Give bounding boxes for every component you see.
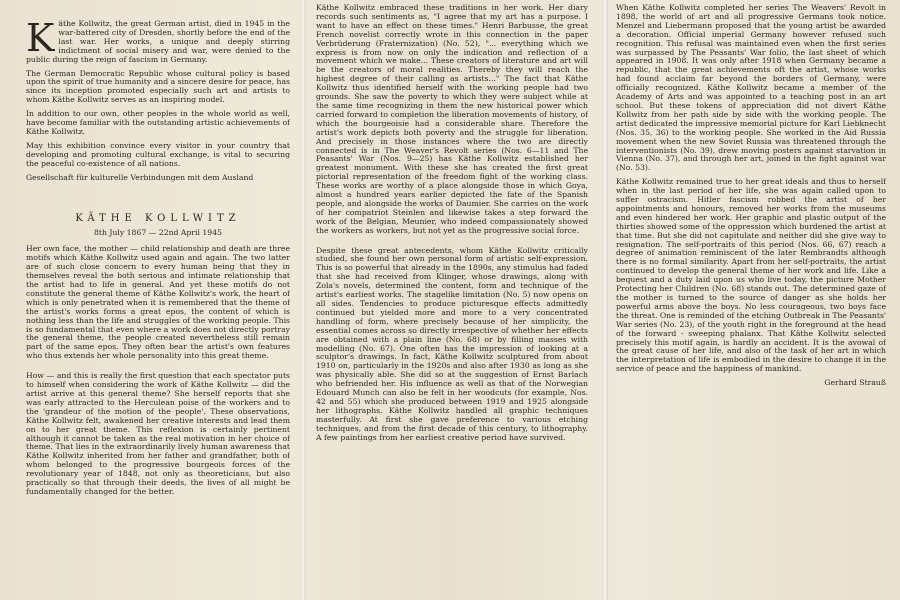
theme-paragraph: How — and this is really the first question that each spectator puts to himself when considering the work of Käthe Kollwitz — did the artist arrive at this general theme? She herself reports that she was early attracted to the Herculean poise of the workers and to the 'grandeur of the motion of the people'. These observations, Käthe Kollwitz felt, awakened her creative interests and lead them on to her great theme. This reflexion is certainly pertinent although it cannot be taken as the real motivation in her choice of theme. That lies in the extraordinarily lively human awareness that Käthe Kollwitz inherited from her father and grandfather, both of whom belonged to the progressive bourgeois forces of the revolutionary year of 1848, not only as theoreticians, but also practically so that through their deeds, the lives of all might be fundamentally changed for the better. — [26, 371, 290, 496]
gdr-paragraph: The German Democratic Republic whose cultural policy is based upon the spirit of true humanity and a sincere desire for peace, has since its inception promoted especially such art and artists to whom Käthe Kollwitz serves as an inspiring model. — [26, 68, 290, 105]
exhibition-paragraph: May this exhibition convince every visitor in your country that developing and promoting cultural exchange, is vital to securing the peaceful co-existence of all nations. — [26, 140, 290, 168]
drop-cap: K — [26, 16, 55, 60]
column-3 — [616, 0, 886, 600]
author-signature: Gerhard Strauß — [824, 378, 886, 388]
traditions-paragraph: Käthe Kollwitz embraced these traditions in her work. Her diary records such sentiments as, "I agree that my art has a purpose. I want to have an effect on these times." Henri Barbusse, the great French novelist correctly wrote in this connection in the paper Verbrüderung (Fraternization) (No. 52), "... everything which we express is from now on only the indication and reflection of a movement which we make... These creators of literature and art will be the creators of moral realities. Thereby they will reach the highest degree of their calling as artists..." The fact that Käthe Kollwitz thus identified herself with the working people had two grounds. She saw the poverty to which they were subject while at the same time recognizing in them the new historical power which carried forward to completion the liberation movements of history, of which the bourgeoisie had a considerable share. Therefore the artist's work depicts both poverty and the struggle for liberation. And precisely in those instances where the two are directly connected is in The Weaver's Revolt series (Nos. 6—11 and The Peasants' War (Nos. 9—25) has Käthe Kollwitz established her greatest monument. With these she has created the first great pictorial representation of the freedom fight of the working class. These works are worthy of a place alongside those in which Goya, almost a hundred years earlier depicted the fate of the Spanish people, and alongside the works of Daumier. She carries on the work of her compatriot Steinlen and likewise takes a step forward the work of the Belgian, Meunier, who indeed compassionately showed the workers as workers, but not yet as the progressive social force. — [316, 3, 588, 235]
last-period-paragraph: Käthe Kollwitz remained true to her great ideals and thus to herself when in the last period of her life, she was again called upon to suffer ostracism. Hitler fascism robbed the artist of her appointments and honours, removed her works from the museums and even hindered her work. Her graphic and plastic output of the thirties showed some of the oppression which burdened the artist at that time. But she did not capitulate and neither did she give way to resignation. The self-portraits of this period (Nos. 66, 67) reach a degree of animation reminiscent of the later Rembrandts although there is no formal similarity. Apart from her self-portraits, the artist continued to develop the general theme of her work and life. Like a bequest and a duty laid upon us who live today, the picture Mother Protecting her Children (No. 68) stands out. The determined gaze of the mother is turned to the source of danger as she holds her powerful arms above the boys. No less courageous, two boys face the threat. One is reminded of the etching Outbreak in The Peasants' War series (No. 23), of the youth right in the foreground at the head of the forward - sweeping phalanx. That Käthe Kollwitz selected precisely this motif again, is hardly an accident. It is the avowal of the great cause of her life, and also of the task of her art in which the interpretation of life is embodied in the desire to change it in the service of peace and the happiness of mankind. — [616, 177, 886, 374]
recognition-paragraph: When Käthe Kollwitz completed her series The Weavers' Revolt in 1898, the world of art and all progressive Germans took notice. Menzel and Liebermann proposed that the young artist be awarded a decoration. Official imperial Germany however refused such recognition. This refusal was maintained even when the first series was surpassed by The Peasants' War folio, the last sheet of which appeared in 1908. It was only after 1918 when Germany became a republic, that the great achievements oft the artist, whose works had found acclaim far beyond the borders of Germany, were officially recognized. Käthe Kollwitz became a member of the Academy of Arts and was appointed to a teaching post in an art school. But these tokens of appreciation did not divert Käthe Kollwitz from her path side by side with the working people. The artist dedicated the impressive memorial picture for Karl Liebknecht (Nos. 35, 36) to the working people. She worked in the Aid Russia movement when the new Soviet Russia was threatened through the interventionists (No. 39), drew moving posters against starvation in Vienna (No. 37), and through her art, joined in the fight against war (No. 53). — [616, 3, 886, 173]
page-fold-2 — [602, 0, 608, 600]
motifs-paragraph: Her own face, the mother — child relationship and death are three motifs which Käthe Kollwitz used again and again. The two latter are of such close concern to every human being that they in themselves reveal the both serious and intimate relationship that the artist had to life in general. And yet these motifs do not constitute the general theme of Käthe Kollwitz's work, the heart of which is only penetrated when it is remembered that the theme of the artist's works forms a great epos, the content of which is nothing less than the life and struggles of the working people. This is so fundamental that even where a work does not directly portray the general theme, the people created nevertheless still remain part of the same epos. They often bear the artist's own features who thus extends her whole personality into this great theme. — [26, 244, 290, 361]
artist-dates: 8th July 1867 — 22nd April 1945 — [94, 227, 222, 237]
page-fold-1 — [300, 0, 306, 600]
artist-title: KÄTHE KOLLWITZ — [75, 212, 241, 224]
antecedents-paragraph: Despite these great antecedents, whom Käthe Kollwitz critically studied, she found her own personal form of artistic self-expression. This is so powerful that already in the 1890s, any stimulus had faded that she had received from Klinger, whose drawings, along with Zola's novels, determined the content, form and technique of the artist's earliest works. The stagelike limitation (No. 5) now opens on all sides. Tendencies to produce picturesque effects admittedly continued but yielded more and more to a very concentrated handling of form, where precisely because of her simplicity, the essential comes across so directly irrespective of whether her effects are obtained with a plain line (No. 68) or by filling masses with modelling (No. 67). One often has the impression of looking at a sculptor's drawings. In fact, Käthe Kollwitz sculptured from about 1910 on, particularly in the 1920s and also after 1930 as long as she was physically able. She did so at the suggestion of Ernst Barlach who befriended her. His influence as well as that of the Norwegian Edouard Munch can also be felt in her woodcuts (for example, Nos. 42 and 55) which she produced between 1919 and 1925 alongside her lithographs. Käthe Kollwitz handled all graphic techniques masterfully. At first she gave preference to various etching techniques, and from the first decade of this century, to lithography. A few paintings from her earliest creative period have survived. — [316, 245, 588, 442]
intro-text: äthe Kollwitz, the great German artist, died in 1945 in the war-battered city of Dresden, shortly before the end of the last war. Her works, a unique and deeply stirring indictment of social misery and war, were denied to the public during the reign of fascism in Germany. — [26, 19, 290, 64]
column-1 — [26, 0, 290, 600]
column-2 — [316, 0, 588, 600]
peoples-paragraph: In addition to our own, other peoples in the whole world as well, have become familiar with the outstanding artistic achievements of Käthe Kollwitz. — [26, 109, 290, 136]
organisation-name: Gesellschaft für kulturelle Verbindungen mit dem Ausland — [26, 172, 254, 182]
intro-paragraph — [26, 16, 290, 65]
